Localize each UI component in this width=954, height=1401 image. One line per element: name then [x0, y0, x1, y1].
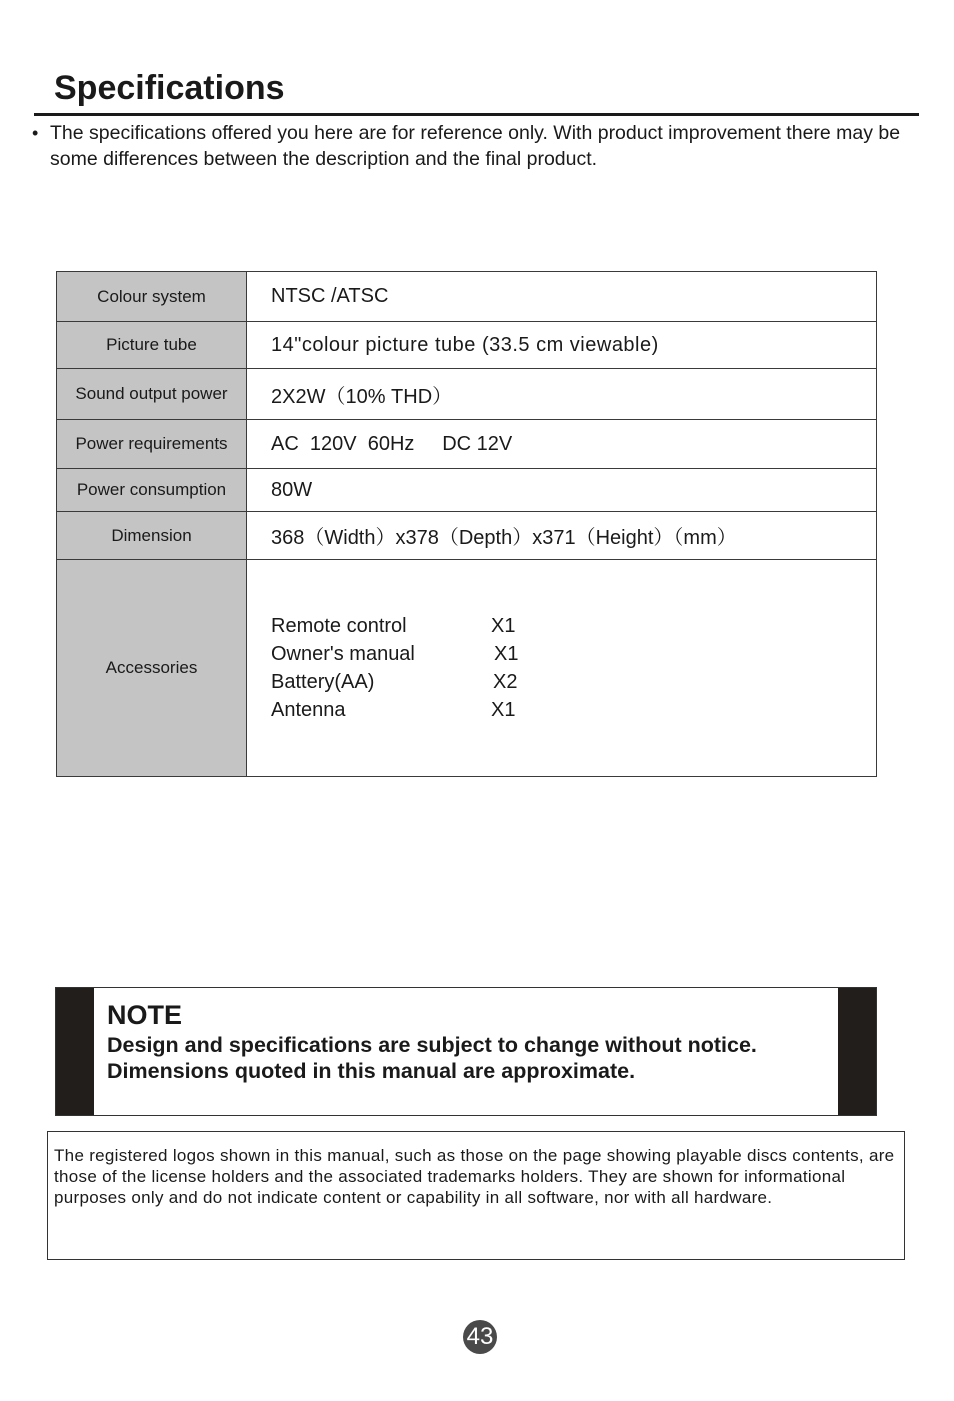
spec-value: 80W: [247, 469, 877, 512]
spec-label: Power consumption: [57, 469, 247, 512]
note-bar-right: [838, 988, 876, 1115]
spec-value: NTSC /ATSC: [247, 272, 877, 322]
spec-value: AC 120V 60Hz DC 12V: [247, 420, 877, 469]
accessory-qty: X1: [491, 614, 516, 637]
page-number: 43: [463, 1320, 497, 1354]
page-title: Specifications: [54, 69, 285, 107]
note-bar-left: [56, 988, 94, 1115]
accessory-qty: X2: [493, 670, 518, 693]
spec-value: 14"colour picture tube (33.5 cm viewable): [247, 322, 877, 369]
spec-label: Dimension: [57, 512, 247, 560]
trademark-notice-box: [47, 1131, 905, 1260]
accessory-qty: X1: [494, 642, 519, 665]
note-line: Design and specifications are subject to change without notice.: [107, 1033, 757, 1057]
accessory-qty: X1: [491, 698, 516, 721]
intro-text: The specifications offered you here are for reference only. With product improvement there may be some differences between the description and the final product.: [50, 122, 901, 170]
spec-row-power-requirements: [57, 420, 877, 469]
specifications-table: [56, 271, 877, 777]
bullet-icon: •: [32, 123, 39, 143]
trademark-notice-text: The registered logos shown in this manual, such as those on the page showing playable discs contents, are those of the license holders and the associated trademarks holders. They are shown for informational purposes only and do not indicate content or capability in all software, nor with all hardware.: [54, 1146, 895, 1207]
spec-label: Colour system: [57, 272, 247, 322]
spec-label: Picture tube: [57, 322, 247, 369]
accessories-cell: [247, 560, 877, 777]
spec-row-dimension: [57, 512, 877, 560]
spec-label: Sound output power: [57, 369, 247, 420]
spec-row-accessories: [57, 560, 877, 777]
note-heading: NOTE: [107, 1000, 183, 1030]
spec-label: Accessories: [57, 560, 247, 777]
accessory-name: Owner's manual: [271, 642, 415, 665]
spec-row-sound-output: [57, 369, 877, 420]
spec-value: 2X2W（10% THD）: [247, 369, 877, 420]
accessory-name: Remote control: [271, 614, 407, 637]
note-box: [55, 987, 877, 1116]
spec-row-power-consumption: [57, 469, 877, 512]
accessory-name: Battery(AA): [271, 670, 375, 693]
spec-row-picture-tube: [57, 322, 877, 369]
spec-value: 368（Width）x378（Depth）x371（Height）（mm）: [247, 512, 877, 560]
spec-row-colour-system: [57, 272, 877, 322]
accessory-name: Antenna: [271, 698, 346, 721]
title-divider: [34, 113, 919, 116]
note-line: Dimensions quoted in this manual are approximate.: [107, 1059, 636, 1083]
spec-label: Power requirements: [57, 420, 247, 469]
intro-paragraph: [32, 120, 912, 172]
accessories-list: [271, 614, 876, 723]
